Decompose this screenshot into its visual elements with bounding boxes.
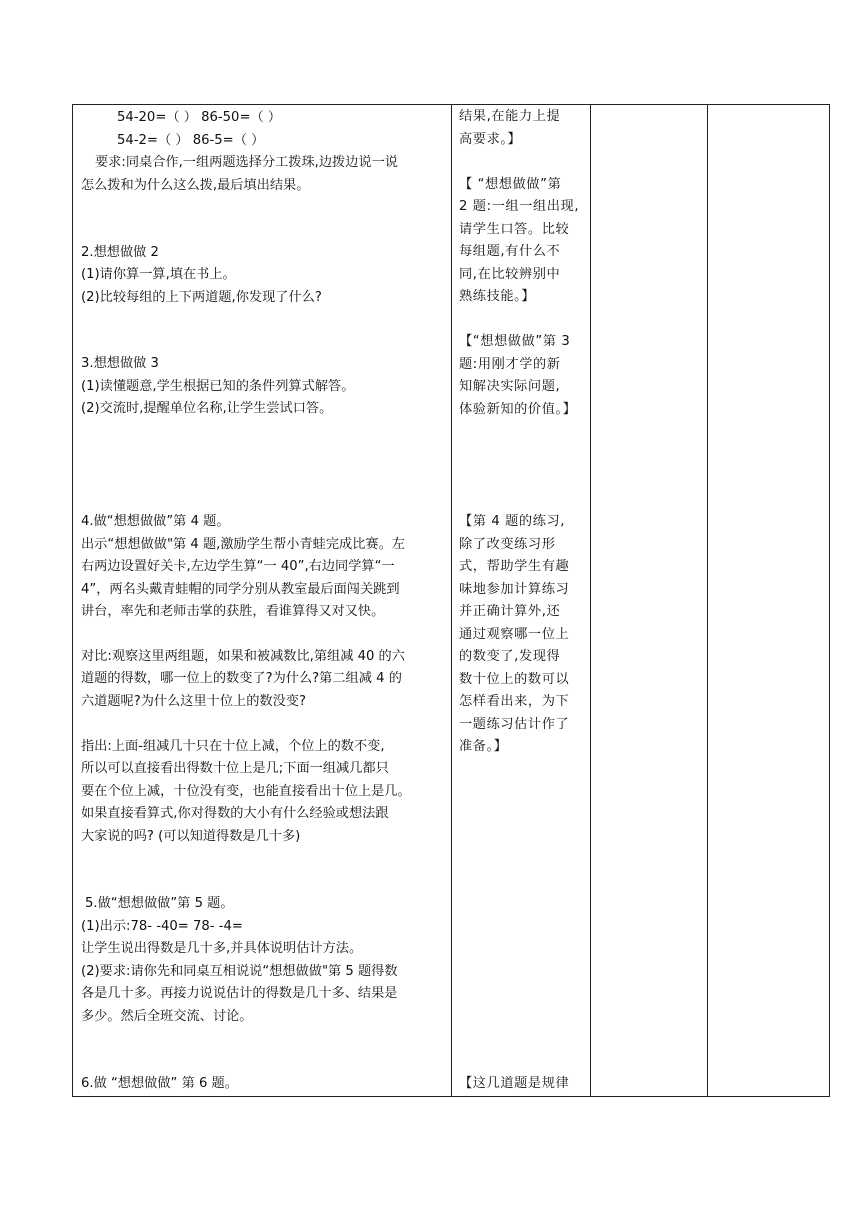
text-line: 道题的得数，哪一位上的数变了?为什么?第二组减 4 的 (81, 671, 402, 686)
text-line: (1)出示:78- -40= 78- -4= (81, 919, 243, 934)
lesson-plan-table (72, 104, 830, 1097)
text-line: 结果,在能力上提 (459, 109, 561, 124)
text-line: 出示“想想做做"第 4 题,激励学生帮小青蛙完成比赛。左 (81, 537, 405, 552)
text-line: (1)读懂题意,学生根据已知的条件列算式解答。 (81, 379, 355, 394)
text-line: 请学生口答。比较 (459, 222, 570, 237)
text-line: (1)请你算一算,填在书上。 (81, 267, 236, 282)
text-line: (2)比较每组的上下两道题,你发现了什么? (81, 290, 322, 305)
text-line: 要求:同桌合作,一组两题选择分工拨珠,边拨边说一说 (95, 155, 398, 170)
text-line: 怎样看出来，为下 (459, 694, 570, 709)
text-line: 讲台，率先和老师击掌的获胜，看谁算得又对又快。 (81, 604, 385, 619)
text-line: 2 题:一组一组出现, (459, 199, 580, 214)
text-line: 5.做“想想做做”第 5 题。 (85, 896, 234, 911)
text-line: 4.做“想想做做”第 4 题。 (81, 514, 230, 529)
text-line: 让学生说出得数是几十多,并具体说明估计方法。 (81, 941, 363, 956)
text-line: 大家说的吗? (可以知道得数是几十多) (81, 829, 301, 844)
text-line: 所以可以直接看出得数十位上是几;下面一组减几都只 (81, 761, 389, 776)
text-line: 高要求。】 (459, 132, 522, 147)
text-line: 多少。然后全班交流、讨论。 (81, 1009, 253, 1024)
empty-column-4-cell (708, 105, 830, 1097)
text-line: 每组题,有什么不 (459, 244, 561, 259)
text-line: 一题练习估计作了 (459, 717, 570, 732)
text-line: 并正确计算外,还 (459, 604, 561, 619)
text-line: 54-20=（ ） 86-50=（ ） (117, 110, 282, 125)
text-line: 各是几十多。再接力说说估计的得数是几十多、结果是 (81, 986, 398, 1001)
text-line: (2)交流时,提醒单位名称,让学生尝试口答。 (81, 401, 333, 416)
text-line: 要在个位上减，十位没有变，也能直接看出十位上是几。 (81, 784, 411, 799)
text-line: 通过观察哪一位上 (459, 627, 570, 642)
text-line: 数十位上的数可以 (459, 672, 570, 687)
table-row (73, 105, 830, 1097)
text-line: 指出:上面-组减几十只在十位上减，个位上的数不变, (81, 739, 385, 754)
text-line: 准备。】 (459, 739, 508, 754)
text-line: 3.想想做做 3 (81, 356, 159, 371)
text-line: 怎么拨和为什么这么拨,最后填出结果。 (81, 178, 310, 193)
text-line: 如果直接看算式,你对得数的大小有什么经验或想法跟 (81, 806, 389, 821)
text-line: 【 “想想做做”第 (459, 177, 562, 192)
text-line: (2)要求:请你先和同桌互相说说“想想做做"第 5 题得数 (81, 964, 398, 979)
text-line: 知解决实际问题, (459, 379, 561, 394)
text-line: 六道题呢?为什么这里十位上的数没变? (81, 694, 306, 709)
text-line: 熟练技能。】 (459, 289, 536, 304)
text-line: 的数变了,发现得 (459, 649, 561, 664)
text-line: 对比:观察这里两组题，如果和被减数比,第组减 40 的六 (81, 649, 405, 664)
text-line: 题:用刚才学的新 (459, 357, 561, 372)
empty-column-3-cell (591, 105, 708, 1097)
text-line: 54-2=（ ） 86-5=（ ） (117, 133, 265, 148)
text-line: 体验新知的价值。】 (459, 402, 577, 417)
text-line: 4”，两名头戴青蛙帽的同学分别从教室最后面闯关跳到 (81, 582, 400, 597)
text-line: 式，帮助学生有趣 (459, 559, 570, 574)
text-line: 【这几道题是规律 (459, 1076, 570, 1091)
text-line: 6.做 “想想做做” 第 6 题。 (81, 1076, 238, 1091)
text-line: 味地参加计算练习 (459, 582, 570, 597)
text-line: 【“想想做做”第 3 (459, 334, 571, 349)
teaching-process-cell (73, 105, 452, 1097)
design-intent-cell (452, 105, 591, 1097)
text-line: 【第 4 题的练习, (459, 514, 566, 529)
text-line: 同,在比较辨别中 (459, 267, 561, 282)
text-line: 2.想想做做 2 (81, 245, 159, 260)
text-line: 右两边设置好关卡,左边学生算“一 40”,右边同学算“一 (81, 559, 395, 574)
text-line: 除了改变练习形 (459, 537, 556, 552)
